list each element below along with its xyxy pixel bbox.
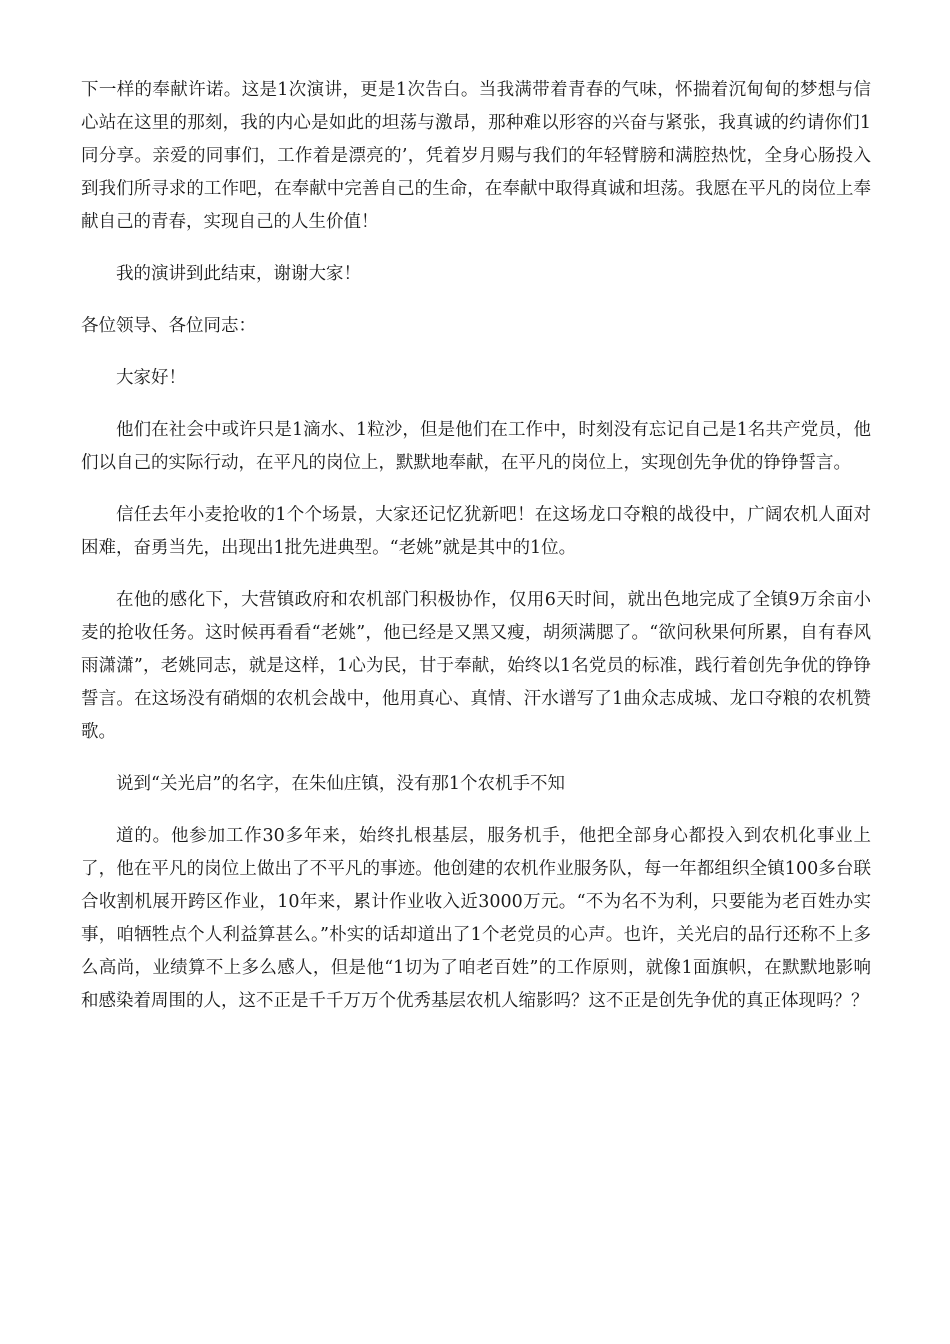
paragraph-body: 说到“关光启”的名字，在朱仙庄镇，没有那1个农机手不知 xyxy=(116,774,566,794)
document-body xyxy=(81,74,871,1037)
paragraph-body: 道的。他参加工作30多年来，始终扎根基层，服务机手，他把全部身心都投入到农机化事业上了，他在平凡的岗位上做出了不平凡的事迹。他创建的农机作业服务队，每一年都组织全镇100多台联合收割机展开跨区作业，10年来，累计作业收入近3000万元。“不为名不为利，只要能为老百姓办实事，咱牺牲点个人利益算甚么。”朴实的话却道出了1个老党员的心声。也许，关光启的品行还称不上多么高尚，业绩算不上多么感人，但是他“1切为了咱老百姓”的工作原则，就像1面旗帜，在默默地影响和感染着周围的人，这不正是千千万万个优秀基层农机人缩影吗？这不正是创先争优的真正体现吗？？ xyxy=(81,826,871,1011)
paragraph-body: 他们在社会中或许只是1滴水、1粒沙，但是他们在工作中，时刻没有忘记自己是1名共产党员，他们以自己的实际行动，在平凡的岗位上，默默地奉献，在平凡的岗位上，实现创先争优的铮铮誓言。 xyxy=(81,420,871,473)
paragraph-salutation: 各位领导、各位同志： xyxy=(81,316,256,336)
paragraph-greeting: 大家好！ xyxy=(116,368,186,388)
paragraph-body: 信任去年小麦抢收的1个个场景，大家还记忆犹新吧！在这场龙口夺粮的战役中，广阔农机人面对困难，奋勇当先，出现出1批先进典型。“老姚”就是其中的1位。 xyxy=(81,505,871,558)
paragraph-speech-conclusion: 下一样的奉献许诺。这是1次演讲，更是1次告白。当我满带着青春的气味，怀揣着沉甸甸的梦想与信心站在这里的那刻，我的内心是如此的坦荡与激昂，那种难以形容的兴奋与紧张，我真诚的约请你们1同分享。亲爱的同事们，工作着是漂亮的’，凭着岁月赐与我们的年轻臂膀和满腔热忱，全身心肠投入到我们所寻求的工作吧，在奉献中完善自己的生命，在奉献中取得真诚和坦荡。我愿在平凡的岗位上奉献自己的青春，实现自己的人生价值！ xyxy=(81,80,871,232)
paragraph-body: 在他的感化下，大营镇政府和农机部门积极协作，仅用6天时间，就出色地完成了全镇9万余亩小麦的抢收任务。这时候再看看“老姚”，他已经是又黑又瘦，胡须满腮了。“欲问秋果何所累，自有春风雨潇潇”，老姚同志，就是这样，1心为民，甘于奉献，始终以1名党员的标准，践行着创先争优的铮铮誓言。在这场没有硝烟的农机会战中，他用真心、真情、汗水谱写了1曲众志成城、龙口夺粮的农机赞歌。 xyxy=(81,590,871,742)
paragraph-closing-thanks: 我的演讲到此结束，谢谢大家！ xyxy=(116,264,361,284)
